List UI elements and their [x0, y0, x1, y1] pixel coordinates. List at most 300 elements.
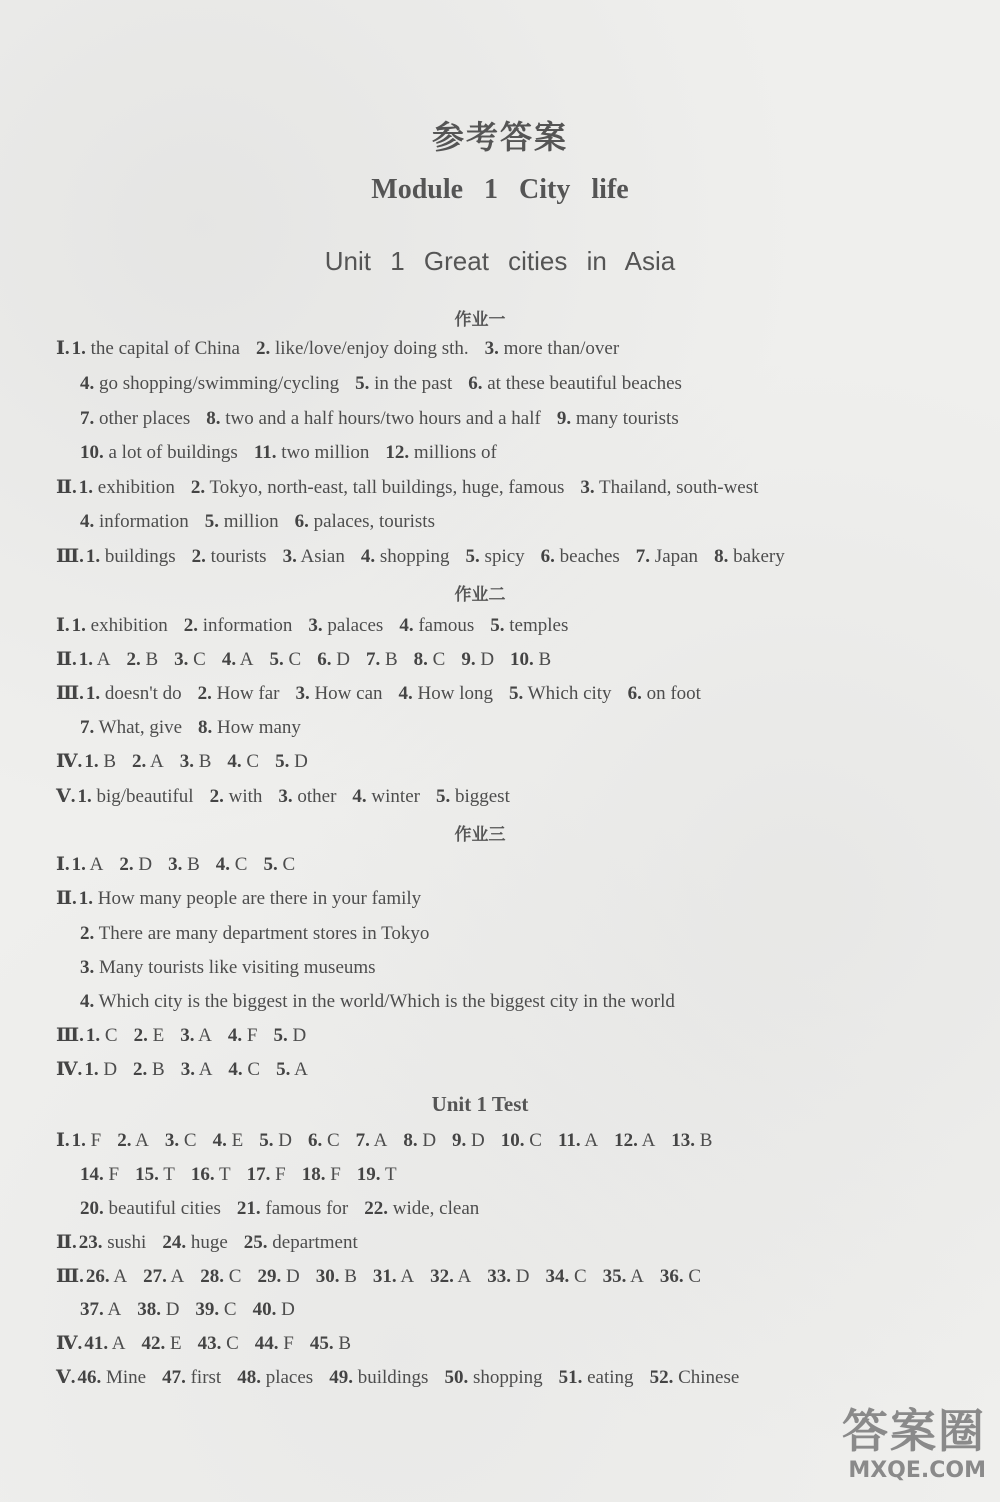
answer-text: wide, clean — [392, 1198, 480, 1219]
answer-item — [72, 335, 240, 363]
answer-item — [714, 543, 785, 571]
answer-text: D — [165, 1299, 180, 1320]
answer-number: 32. — [430, 1266, 454, 1287]
answer-text: Japan — [654, 546, 699, 567]
answer-text: B — [338, 1333, 352, 1354]
answer-number: 6. — [468, 373, 483, 394]
answer-number: 3. — [484, 338, 499, 359]
answer-item — [614, 1127, 655, 1155]
watermark-cn: 答案圈 — [842, 1404, 986, 1458]
answer-text: D — [103, 1059, 118, 1080]
answer-number: 1. — [85, 683, 101, 704]
answer-text: D — [480, 649, 495, 670]
answer-text: with — [228, 786, 263, 807]
answer-line — [80, 954, 392, 982]
answer-text: F — [108, 1164, 120, 1185]
answer-number: 2. — [126, 649, 141, 670]
answer-item — [80, 920, 429, 948]
answer-text: F — [246, 1025, 258, 1046]
answer-line — [56, 1364, 755, 1392]
answer-item — [317, 646, 350, 674]
answer-number: 4. — [399, 615, 414, 636]
answer-number: 6. — [307, 1130, 323, 1151]
answer-text: C — [529, 1130, 542, 1151]
answer-item — [444, 1364, 542, 1392]
answer-text: T — [384, 1164, 397, 1185]
answer-line — [56, 851, 311, 879]
answer-number: 9. — [556, 408, 572, 429]
section-roman-numeral: Ⅲ. — [56, 1266, 84, 1287]
answer-text: B — [198, 751, 212, 772]
answer-text: A — [96, 649, 111, 670]
answer-item — [180, 1022, 212, 1050]
answer-number: 2. — [209, 786, 224, 807]
answer-item — [227, 748, 259, 776]
answer-text: B — [344, 1266, 357, 1287]
answer-number: 17. — [246, 1164, 271, 1185]
answer-number: 10. — [510, 649, 534, 670]
answer-number: 2. — [197, 683, 212, 704]
answer-text: E — [231, 1130, 244, 1151]
answer-number: 30. — [315, 1266, 340, 1287]
answer-item — [355, 370, 452, 398]
answer-text: A — [198, 1059, 213, 1080]
answer-number: 1. — [71, 1130, 86, 1151]
answer-number: 6. — [294, 511, 309, 532]
answer-text: C — [573, 1266, 587, 1287]
answer-number: 18. — [301, 1164, 326, 1185]
answer-number: 40. — [252, 1299, 277, 1320]
section-roman-numeral: Ⅱ. — [56, 477, 77, 498]
answer-number: 9. — [461, 649, 476, 670]
answer-number: 10. — [80, 442, 104, 463]
answer-number: 4. — [352, 786, 367, 807]
answer-item — [86, 680, 182, 708]
answer-item — [559, 1364, 634, 1392]
answer-item — [80, 1195, 221, 1223]
answer-number: 37. — [80, 1299, 104, 1320]
answer-number: 1. — [71, 338, 86, 359]
answer-text: big/beautiful — [96, 786, 194, 807]
answer-text: F — [275, 1164, 286, 1185]
answer-text: other places — [99, 408, 191, 429]
answer-number: 20. — [80, 1198, 104, 1219]
answer-item — [468, 370, 682, 398]
answer-number: 5. — [490, 615, 505, 636]
answer-item — [84, 1056, 117, 1084]
answer-line — [56, 748, 324, 776]
answer-text: spicy — [484, 546, 525, 567]
answer-number: 12. — [614, 1130, 638, 1151]
answer-text: Which city is the biggest in the world/Which is the biggest city in the world — [98, 991, 675, 1012]
answer-text: palaces — [327, 615, 384, 636]
answer-number: 11. — [253, 442, 277, 463]
answer-text: A — [198, 1025, 212, 1046]
answer-line — [80, 1161, 413, 1189]
answer-text: famous — [418, 615, 475, 636]
answer-number: 4. — [227, 751, 242, 772]
answer-line — [80, 439, 513, 467]
answer-text: Tokyo, north-east, tall buildings, huge, famous — [209, 477, 565, 498]
answer-item — [205, 508, 279, 536]
answer-text: two and a half hours/two hours and a half — [225, 408, 541, 429]
answer-number: 7. — [80, 717, 95, 738]
answer-number: 2. — [133, 1059, 148, 1080]
answer-text: F — [283, 1333, 294, 1354]
answer-number: 5. — [263, 854, 278, 875]
answer-item — [256, 335, 469, 363]
answer-item — [228, 1056, 260, 1084]
answer-item — [86, 1263, 127, 1291]
answer-text: D — [285, 1266, 300, 1287]
answer-line — [56, 646, 567, 674]
answer-number: 36. — [659, 1266, 684, 1287]
answer-number: 2. — [191, 546, 206, 567]
answer-item — [237, 1364, 313, 1392]
answer-text: first — [190, 1367, 222, 1388]
section-roman-numeral: Ⅱ. — [56, 649, 77, 670]
answer-number: 2. — [119, 854, 134, 875]
answer-text: bakery — [733, 546, 785, 567]
answer-item — [501, 1127, 542, 1155]
answer-line — [80, 1195, 495, 1223]
answer-number: 26. — [85, 1266, 110, 1287]
answer-item — [119, 851, 152, 879]
answer-text: C — [246, 751, 260, 772]
answer-text: palaces, tourists — [313, 511, 435, 532]
answer-item — [366, 646, 398, 674]
answer-item — [162, 1364, 221, 1392]
section-roman-numeral: Ⅲ. — [56, 546, 84, 567]
answer-number: 2. — [183, 615, 198, 636]
answer-text: Which city — [527, 683, 612, 704]
answer-text: B — [384, 649, 398, 670]
answer-number: 24. — [162, 1232, 187, 1253]
answer-item — [142, 1330, 182, 1358]
answer-text: shopping — [472, 1367, 543, 1388]
section-roman-numeral: Ⅲ. — [56, 1025, 84, 1046]
answer-text: like/love/enjoy doing sth. — [274, 338, 469, 359]
answer-text: winter — [371, 786, 420, 807]
answer-item — [84, 1330, 125, 1358]
answer-text: sushi — [107, 1232, 147, 1253]
answer-number: 6. — [627, 683, 642, 704]
answer-line — [80, 988, 691, 1016]
answer-text: biggest — [454, 786, 510, 807]
answer-text: more than/over — [503, 338, 620, 359]
answer-number: 7. — [635, 546, 651, 567]
section-title-hw1: 作业一 — [454, 310, 506, 330]
answer-text: at these beautiful beaches — [487, 373, 682, 394]
answer-item — [216, 851, 248, 879]
answer-text: exhibition — [97, 477, 175, 498]
answer-number: 3. — [308, 615, 323, 636]
answer-item — [263, 851, 295, 879]
answer-text: a lot of buildings — [108, 442, 238, 463]
answer-text: F — [90, 1130, 102, 1151]
answer-number: 3. — [179, 751, 194, 772]
answer-text: go shopping/swimming/cycling — [99, 373, 340, 394]
answer-item — [80, 405, 190, 433]
answer-number: 5. — [355, 373, 370, 394]
answer-number: 1. — [78, 477, 94, 498]
answer-item — [603, 1263, 644, 1291]
section-roman-numeral: Ⅱ. — [56, 1232, 77, 1253]
answer-item — [184, 612, 293, 640]
answer-number: 3. — [278, 786, 293, 807]
answer-text: C — [247, 1059, 261, 1080]
answer-item — [78, 1364, 147, 1392]
answer-number: 50. — [444, 1367, 469, 1388]
answer-text: C — [234, 854, 248, 875]
answer-item — [316, 1263, 357, 1291]
answer-item — [228, 1022, 258, 1050]
answer-item — [308, 1127, 340, 1155]
answer-number: 3. — [295, 683, 310, 704]
answer-item — [222, 646, 254, 674]
answer-item — [133, 1056, 165, 1084]
answer-text: E — [170, 1333, 182, 1354]
answer-number: 27. — [143, 1266, 167, 1287]
answer-number: 1. — [85, 1025, 101, 1046]
answer-number: 8. — [403, 1130, 418, 1151]
answer-number: 4. — [398, 683, 413, 704]
answer-text: B — [145, 649, 159, 670]
answer-number: 16. — [190, 1164, 215, 1185]
answer-item — [181, 1056, 213, 1084]
section-roman-numeral: Ⅰ. — [56, 854, 70, 875]
answer-item — [545, 1263, 586, 1291]
answer-number: 39. — [195, 1299, 220, 1320]
answer-text: doesn't do — [104, 683, 182, 704]
section-roman-numeral: Ⅴ. — [56, 1367, 76, 1388]
answer-item — [461, 646, 494, 674]
answer-text: eating — [587, 1367, 634, 1388]
answer-number: 5. — [275, 751, 290, 772]
answer-item — [452, 1127, 485, 1155]
answer-text: E — [152, 1025, 165, 1046]
answer-item — [352, 783, 420, 811]
answer-number: 1. — [78, 649, 94, 670]
answer-number: 5. — [435, 786, 451, 807]
answer-item — [541, 543, 620, 571]
answer-text: A — [111, 1333, 126, 1354]
answer-text: B — [187, 854, 200, 875]
answer-text: T — [219, 1164, 231, 1185]
watermark-logo — [806, 1404, 986, 1494]
answer-number: 21. — [236, 1198, 261, 1219]
answer-number: 2. — [255, 338, 271, 359]
answer-number: 1. — [71, 615, 86, 636]
answer-item — [198, 1330, 239, 1358]
answer-item — [485, 335, 620, 363]
answer-item — [329, 1364, 428, 1392]
watermark-en: MXQE.COM — [848, 1458, 986, 1483]
answer-text: How can — [314, 683, 383, 704]
answer-item — [237, 1195, 348, 1223]
answer-text: C — [282, 854, 296, 875]
answer-number: 38. — [137, 1299, 161, 1320]
answer-item — [509, 680, 612, 708]
answer-text: buildings — [357, 1367, 429, 1388]
answer-number: 3. — [164, 1130, 180, 1151]
answer-item — [414, 646, 446, 674]
answer-item — [430, 1263, 471, 1291]
answer-item — [295, 508, 435, 536]
answer-text: two million — [281, 442, 370, 463]
answer-number: 8. — [714, 546, 729, 567]
answer-item — [191, 1161, 231, 1189]
answer-text: C — [104, 1025, 118, 1046]
answer-text: C — [326, 1130, 340, 1151]
section-roman-numeral: Ⅰ. — [56, 338, 70, 359]
answer-item — [557, 405, 679, 433]
answer-text: D — [471, 1130, 485, 1151]
answer-item — [72, 851, 104, 879]
section-roman-numeral: Ⅳ. — [56, 1333, 83, 1354]
answer-text: the capital of China — [90, 338, 240, 359]
answer-item — [198, 714, 301, 742]
answer-number: 48. — [237, 1367, 261, 1388]
answer-text: Mine — [106, 1367, 147, 1388]
answer-item — [135, 1161, 175, 1189]
answer-text: places — [265, 1367, 314, 1388]
answer-item — [275, 748, 308, 776]
answer-number: 9. — [452, 1130, 467, 1151]
answer-number: 8. — [198, 717, 213, 738]
answer-item — [86, 543, 176, 571]
answer-text: A — [457, 1266, 472, 1287]
answer-item — [213, 1127, 244, 1155]
answer-text: C — [432, 649, 446, 670]
answer-text: C — [193, 649, 206, 670]
answer-item — [78, 783, 194, 811]
answer-item — [253, 1296, 295, 1324]
answer-number: 5. — [465, 546, 480, 567]
answer-number: 4. — [227, 1025, 243, 1046]
module-title: Module 1 City life — [371, 174, 629, 205]
answer-text: D — [294, 751, 308, 772]
answer-text: D — [281, 1299, 295, 1320]
answer-line — [56, 1022, 322, 1050]
answer-item — [174, 646, 206, 674]
answer-number: 51. — [558, 1367, 583, 1388]
answer-text: A — [630, 1266, 644, 1287]
answer-number: 13. — [671, 1130, 696, 1151]
answer-number: 2. — [117, 1130, 132, 1151]
answer-item — [143, 1263, 184, 1291]
answer-number: 45. — [309, 1333, 334, 1354]
answer-item — [80, 508, 189, 536]
answer-item — [80, 988, 675, 1016]
answer-item — [270, 646, 302, 674]
answer-number: 5. — [509, 683, 524, 704]
answer-item — [195, 1296, 236, 1324]
answer-text: many tourists — [575, 408, 679, 429]
section-title-hw2: 作业二 — [454, 585, 506, 605]
answer-number: 7. — [80, 408, 95, 429]
answer-item — [134, 1022, 165, 1050]
section-roman-numeral: Ⅱ. — [56, 888, 77, 909]
answer-text: C — [226, 1333, 239, 1354]
answer-number: 5. — [276, 1059, 291, 1080]
answer-line — [80, 920, 445, 948]
answer-number: 1. — [85, 546, 101, 567]
answer-line — [56, 1229, 374, 1257]
answer-text: There are many department stores in Tokyo — [98, 923, 430, 944]
answer-text: beaches — [559, 546, 620, 567]
answer-number: 12. — [385, 442, 410, 463]
answer-line — [80, 370, 698, 398]
answer-item — [273, 1022, 306, 1050]
answer-number: 44. — [254, 1333, 279, 1354]
answer-item — [126, 646, 158, 674]
answer-number: 8. — [206, 408, 221, 429]
answer-number: 3. — [180, 1025, 195, 1046]
answer-item — [487, 1263, 529, 1291]
answer-line — [56, 885, 437, 913]
answer-text: A — [170, 1266, 185, 1287]
answer-text: B — [699, 1130, 713, 1151]
answer-line — [80, 1296, 311, 1324]
answer-line — [80, 405, 695, 433]
answer-item — [357, 1161, 397, 1189]
answer-item — [278, 783, 336, 811]
answer-number: 3. — [580, 477, 595, 498]
answer-text: C — [288, 649, 302, 670]
section-title-test: Unit 1 Test — [431, 1092, 529, 1116]
answer-number: 4. — [80, 991, 95, 1012]
answer-item — [660, 1263, 701, 1291]
answer-item — [72, 612, 168, 640]
answer-text: beautiful cities — [108, 1198, 221, 1219]
answer-number: 19. — [356, 1164, 381, 1185]
answer-text: shopping — [379, 546, 450, 567]
answer-item — [255, 1330, 294, 1358]
answer-item — [403, 1127, 436, 1155]
answer-text: famous for — [265, 1198, 349, 1219]
answer-text: A — [135, 1130, 149, 1151]
answer-text: A — [239, 649, 254, 670]
answer-text: How many — [217, 717, 301, 738]
answer-item — [436, 783, 510, 811]
answer-text: tourists — [210, 546, 267, 567]
answer-text: exhibition — [90, 615, 168, 636]
answer-number: 7. — [365, 649, 381, 670]
answer-text: B — [538, 649, 552, 670]
answer-line — [56, 783, 526, 811]
answer-line — [80, 508, 451, 536]
answer-text: A — [107, 1299, 122, 1320]
answer-text: T — [163, 1164, 175, 1185]
answer-text: million — [223, 511, 279, 532]
answer-number: 23. — [78, 1232, 103, 1253]
answer-item — [180, 748, 212, 776]
answer-number: 2. — [133, 1025, 148, 1046]
answer-item — [490, 612, 568, 640]
answer-item — [168, 851, 200, 879]
answer-line — [56, 1056, 324, 1084]
answer-text: millions of — [413, 442, 497, 463]
answer-item — [165, 1127, 197, 1155]
answer-line — [56, 680, 717, 708]
answer-line — [56, 335, 635, 363]
answer-item — [84, 748, 116, 776]
answer-item — [466, 543, 525, 571]
answer-number: 10. — [500, 1130, 525, 1151]
answer-item — [385, 439, 496, 467]
section-roman-numeral: Ⅳ. — [56, 1059, 83, 1080]
